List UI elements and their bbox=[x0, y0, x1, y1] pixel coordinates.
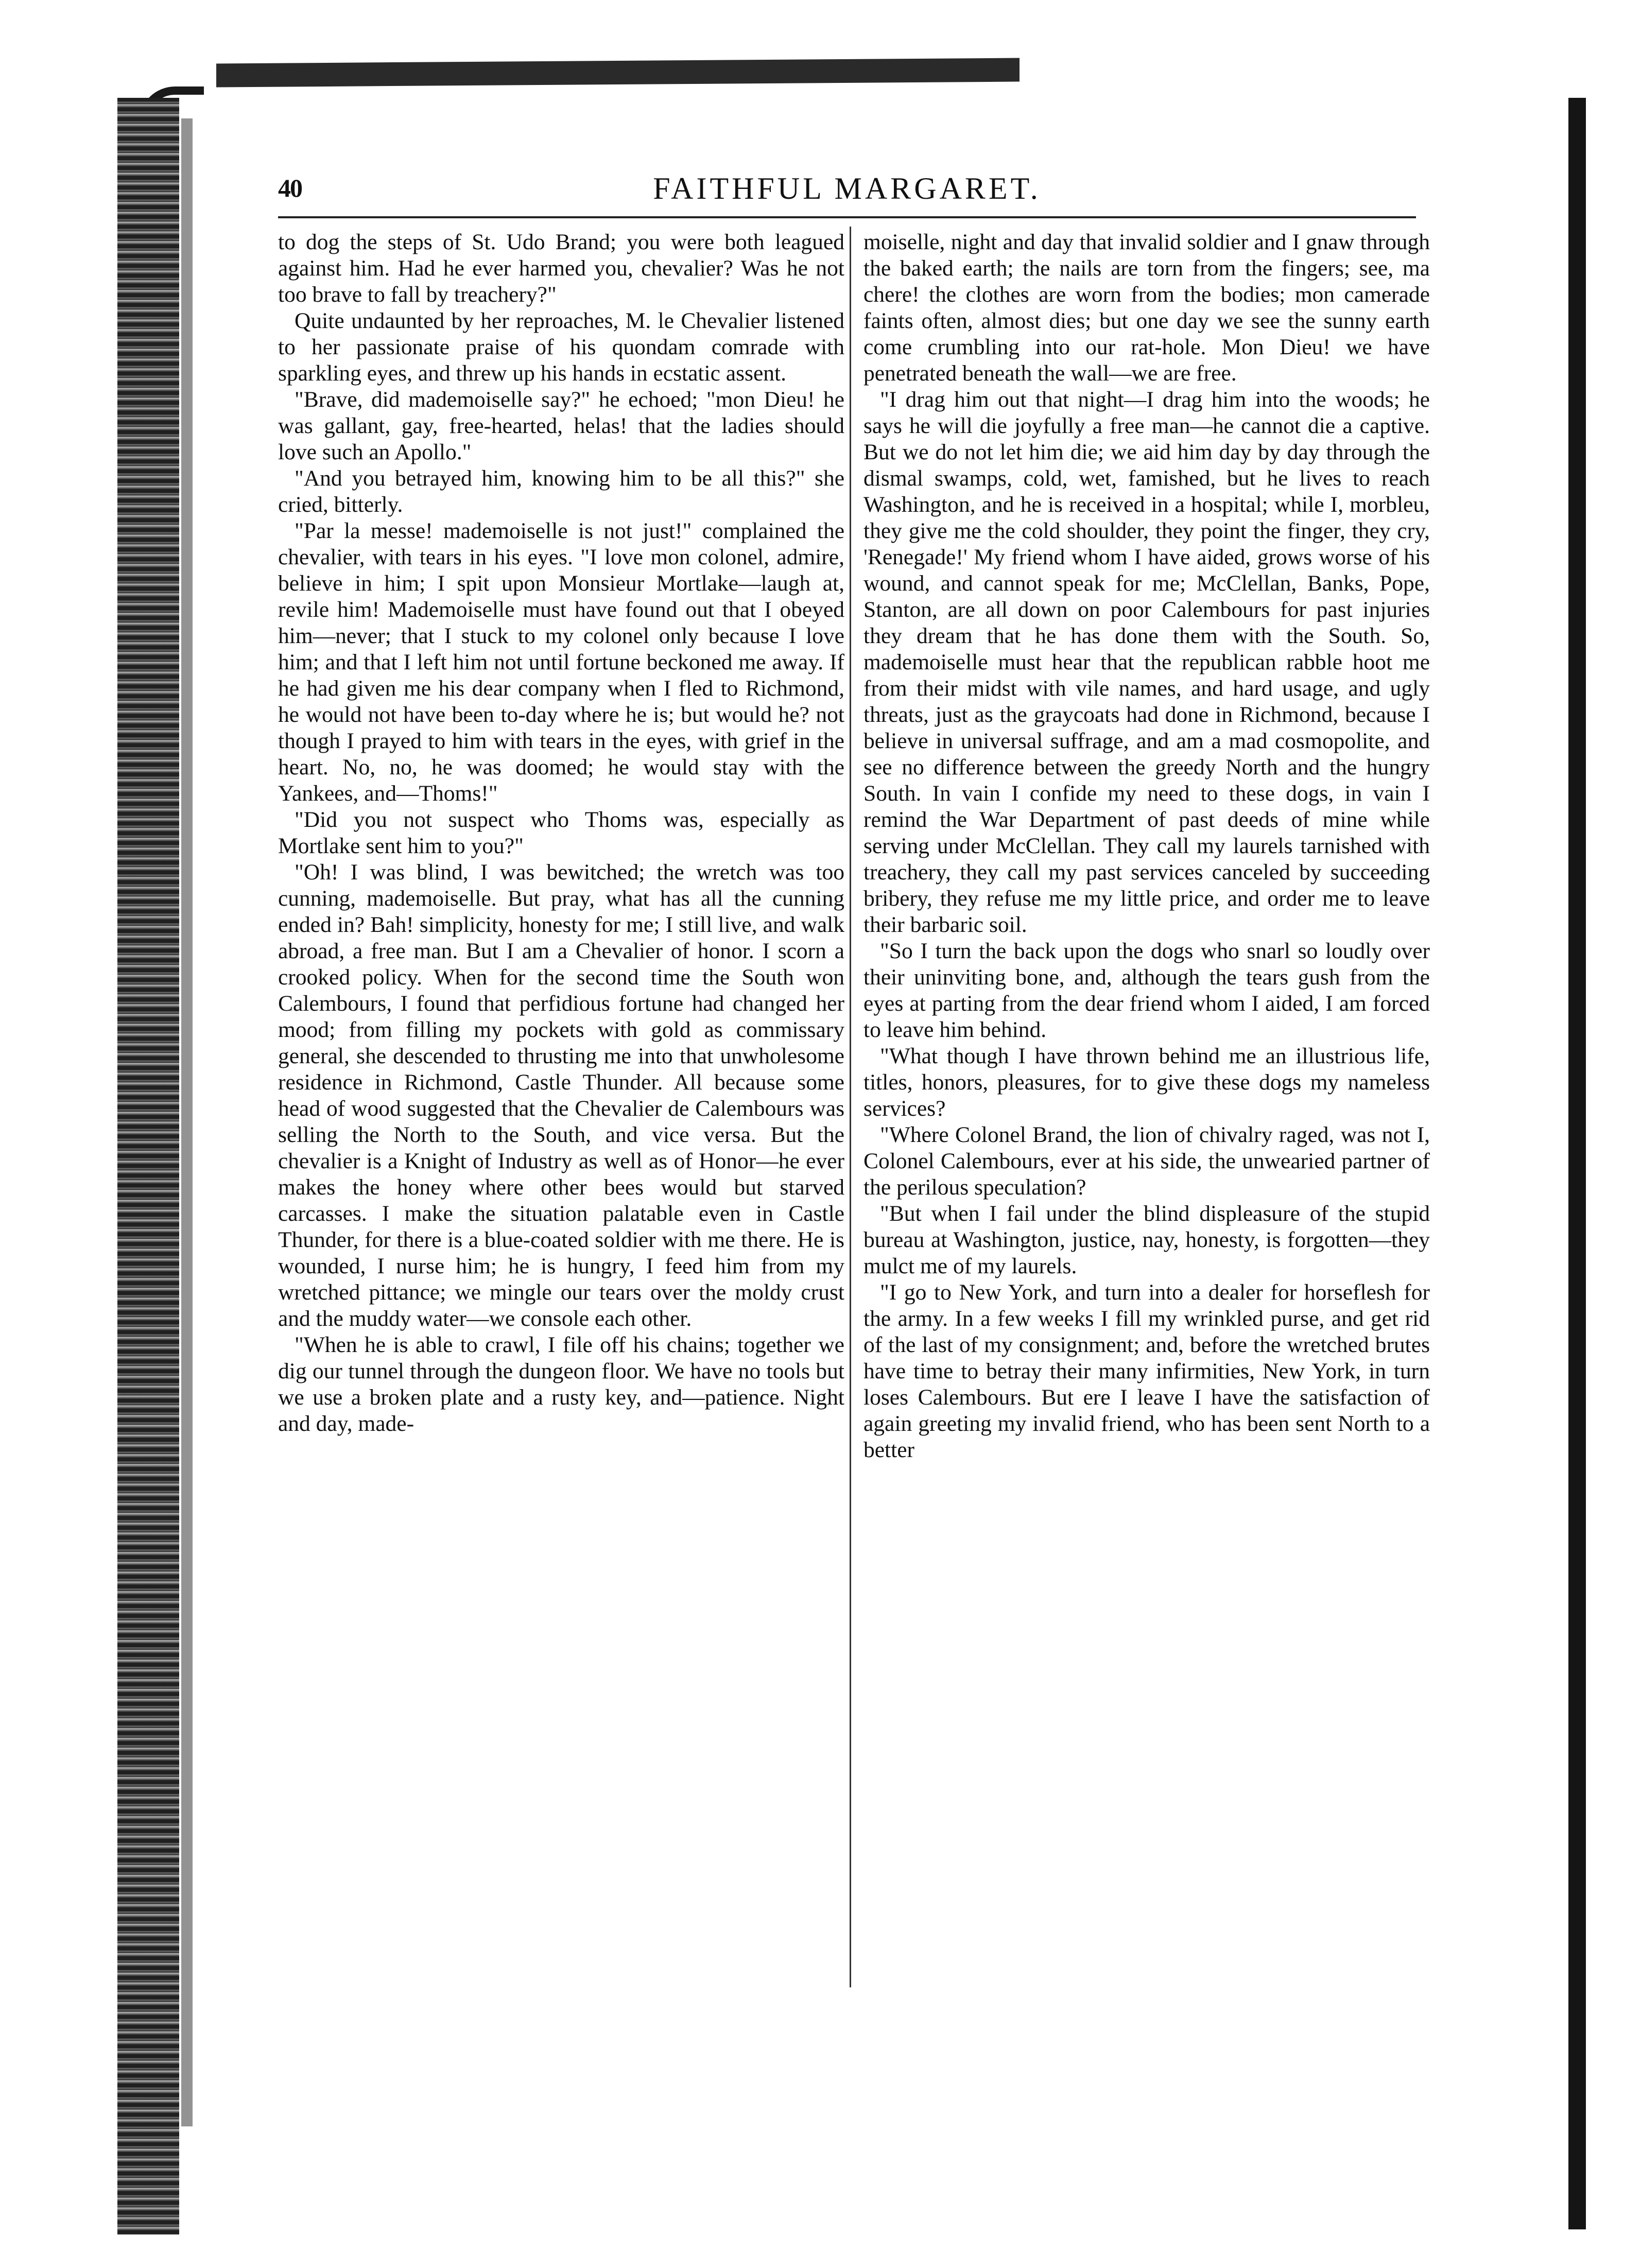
paragraph: "Par la messe! mademoiselle is not just!" complained the chevalier, with tears in his eyes. "I love mon colonel, admire, believe in him; I spit upon Monsieur Mortlake—laugh at, revile him! Mademoiselle must have found out that I obeyed him—never; that I stuck to my colonel only because I love him; and that I left him not until fortune beckoned me away. If he had given me his dear company when I fled to Richmond, he would not have been to-day where he is; but would he? not though I prayed to him with tears in the eyes, with grief in the heart. No, no, he was doomed; he would stay with the Yankees, and—Thoms!" bbox=[278, 518, 844, 806]
left-column bbox=[278, 229, 844, 1980]
paragraph: "Brave, did mademoiselle say?" he echoed; "mon Dieu! he was gallant, gay, free-hearted, helas! that the ladies should love such an Apollo." bbox=[278, 387, 844, 464]
paragraph: "Oh! I was blind, I was bewitched; the wretch was too cunning, mademoiselle. But pray, what has all the cunning ended in? Bah! simplicity, honesty for me; I still live, and walk abroad, a free man. But I am a Chevalier of honor. I scorn a crooked policy. When for the second time the South won Calembours, I found that perfidious fortune had changed her mood; from filling my pockets with gold as commissary general, she descended to thrusting me into that unwholesome residence in Richmond, Castle Thunder. All because some head of wood suggested that the Chevalier de Calembours was selling the North to the South, and vice versa. But the chevalier is a Knight of Industry as well as of Honor—he ever makes the honey where other bees would but starved carcasses. I make the situation palatable even in Castle Thunder, for there is a blue-coated soldier with me there. He is wounded, I nurse him; he is hungry, I feed him from my wretched pittance; we mingle our tears over the moldy crust and the muddy water—we console each other. bbox=[278, 860, 844, 1331]
column-divider bbox=[850, 227, 851, 1987]
paragraph: "So I turn the back upon the dogs who snarl so loudly over their uninviting bone, and, although the tears gush from the eyes at parting from the dear friend whom I aided, I am forced to leave him behind. bbox=[863, 939, 1430, 1042]
paragraph: moiselle, night and day that invalid soldier and I gnaw through the baked earth; the nails are torn from the fingers; see, ma chere! the clothes are worn from the bodies; mon camerade faints often, almost dies; but one day we see the sunny earth come crumbling into our rat-hole. Mon Dieu! we have penetrated beneath the wall—we are free. bbox=[863, 230, 1430, 386]
scan-edge-left-shadow bbox=[181, 118, 193, 2126]
paragraph: "Did you not suspect who Thoms was, especially as Mortlake sent him to you?" bbox=[278, 807, 844, 858]
paragraph: "Where Colonel Brand, the lion of chivalry raged, was not I, Colonel Calembours, ever at his side, the unwearied partner of the perilous speculation? bbox=[863, 1122, 1430, 1200]
paragraph: "But when I fail under the blind displeasure of the stupid bureau at Washington, justice, nay, honesty, is forgotten—they mulct me of my laurels. bbox=[863, 1201, 1430, 1278]
scan-edge-right bbox=[1568, 98, 1586, 2229]
paragraph: Quite undaunted by her reproaches, M. le Chevalier listened to her passionate praise of his quondam comrade with sparkling eyes, and threw up his hands in ecstatic assent. bbox=[278, 308, 844, 386]
running-title: FAITHFUL MARGARET. bbox=[653, 171, 1041, 205]
paragraph: "I drag him out that night—I drag him into the woods; he says he will die joyfully a free man—he cannot die a captive. But we do not let him die; we aid him day by day through the dismal swamps, cold, wet, famished, but he lives to reach Washington, and he is received in a hospital; while I, morbleu, they give me the cold shoulder, they point the finger, they cry, 'Renegade!' My friend whom I have aided, grows worse of his wound, and cannot speak for me; McClellan, Banks, Pope, Stanton, are all down on poor Calembours for past injuries they dream that he has done them with the South. So, mademoiselle must hear that the republican rabble hoot me from their midst with vile names, and hard usage, and ugly threats, just as the graycoats had done in Richmond, because I believe in universal suffrage, and am a mad cosmopolite, and see no difference between the greedy North and the hungry South. In vain I confide my need to these dogs, in vain I remind the War Department of past deeds of mine while serving under McClellan. They call my laurels tarnished with treachery, they call my past services canceled by succeeding bribery, they refuse me my little price, and order me to leave their barbaric soil. bbox=[863, 387, 1430, 937]
scan-edge-left bbox=[117, 98, 179, 2235]
paragraph: "And you betrayed him, knowing him to be all this?" she cried, bitterly. bbox=[278, 466, 844, 517]
header-rule bbox=[278, 216, 1416, 218]
paragraph: "When he is able to crawl, I file off his chains; together we dig our tunnel through the dungeon floor. We have no tools but we use a broken plate and a rusty key, and—patience. Night and day, made- bbox=[278, 1332, 844, 1436]
right-column bbox=[863, 229, 1430, 1980]
paragraph: to dog the steps of St. Udo Brand; you were both leagued against him. Had he ever harmed you, chevalier? Was he not too brave to fall by treachery?" bbox=[278, 230, 844, 307]
paragraph: "I go to New York, and turn into a dealer for horseflesh for the army. In a few weeks I fill my wrinkled purse, and get rid of the last of my consignment; and, before the wretched brutes have time to betray their many infirmities, New York, in turn loses Calembours. But ere I leave I have the satisfaction of again greeting my invalid friend, who has been sent North to a better bbox=[863, 1280, 1430, 1462]
scan-edge-top bbox=[216, 58, 1020, 88]
page-header bbox=[278, 168, 1416, 214]
page-number: 40 bbox=[278, 174, 302, 202]
paragraph: "What though I have thrown behind me an illustrious life, titles, honors, pleasures, for to give these dogs my nameless services? bbox=[863, 1044, 1430, 1121]
